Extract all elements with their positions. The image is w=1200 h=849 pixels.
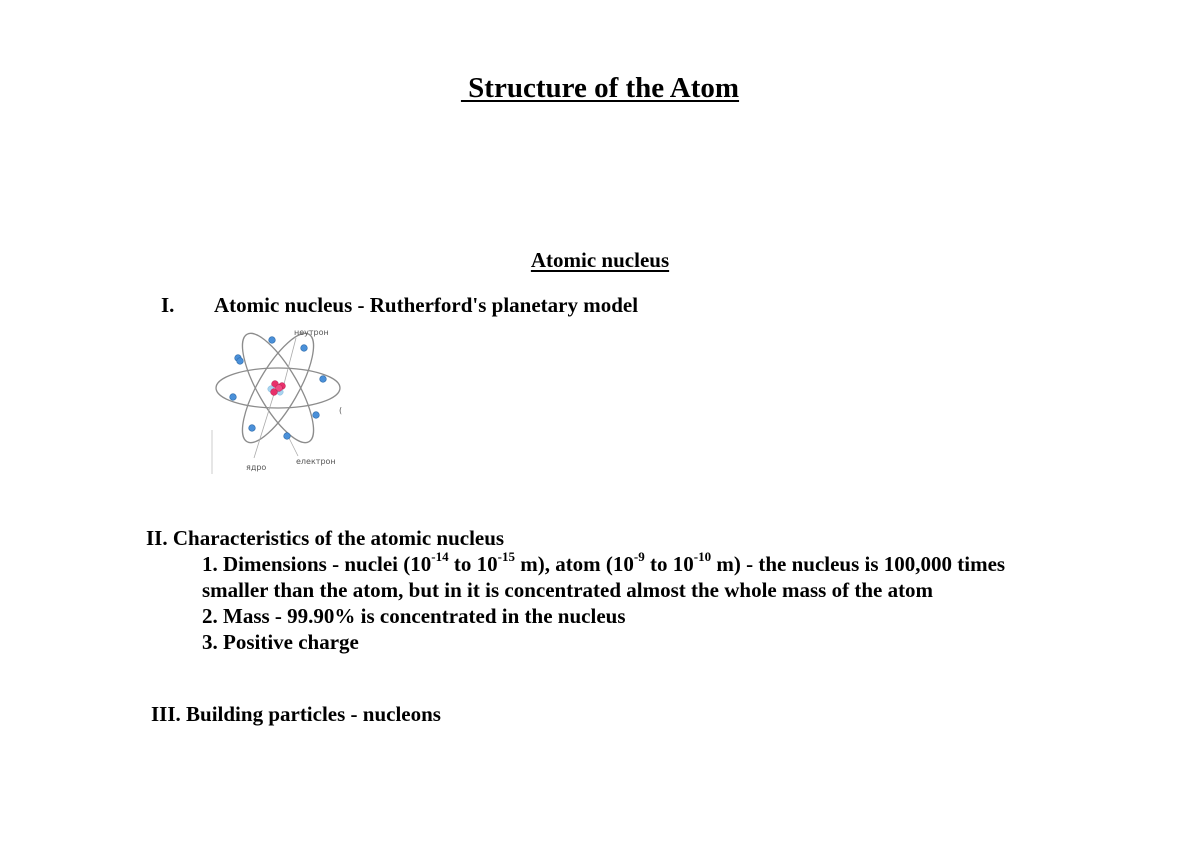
atom-diagram [208, 318, 358, 478]
edge-mark: ( [339, 406, 343, 415]
electron-9 [284, 433, 291, 440]
section-subtitle: Atomic nucleus [530, 248, 670, 272]
section-3-heading: III. Building particles - nucleons [151, 702, 441, 726]
electron-1 [269, 337, 276, 344]
section-1-heading: Atomic nucleus - Rutherford's planetary model [214, 293, 639, 317]
section-1-number: I. [161, 293, 175, 317]
electron-3 [237, 358, 244, 365]
electron-4 [301, 345, 308, 352]
electron-label: електрон [296, 457, 336, 466]
nucleus-cluster [268, 381, 286, 396]
characteristics-list [202, 551, 1102, 655]
electron-7 [313, 412, 320, 419]
electron-pointer [288, 436, 298, 456]
electron-6 [230, 394, 237, 401]
item-dimensions-continued: smaller than the atom, but in it is concentrated almost the whole mass of the atom [202, 578, 934, 602]
electron-8 [249, 425, 256, 432]
electron-5 [320, 376, 327, 383]
proton-4 [276, 385, 283, 392]
item-dimensions: 1. Dimensions - nuclei ($10^{-14}$ to $10^{-15}$ m), atom ($10^{-9}$ to $10^{-10}$ m) - the nucleus is 100,000 times [202, 549, 1006, 576]
neutron-label: неутрон [294, 328, 329, 337]
section-2-heading: II. Characteristics of the atomic nucleus [146, 526, 505, 550]
item-mass: 2. Mass - 99.90% is concentrated in the nucleus [202, 604, 626, 628]
document-title: Structure of the Atom [460, 72, 740, 104]
nucleus-label: ядро [246, 463, 267, 472]
item-charge: 3. Positive charge [202, 630, 359, 654]
